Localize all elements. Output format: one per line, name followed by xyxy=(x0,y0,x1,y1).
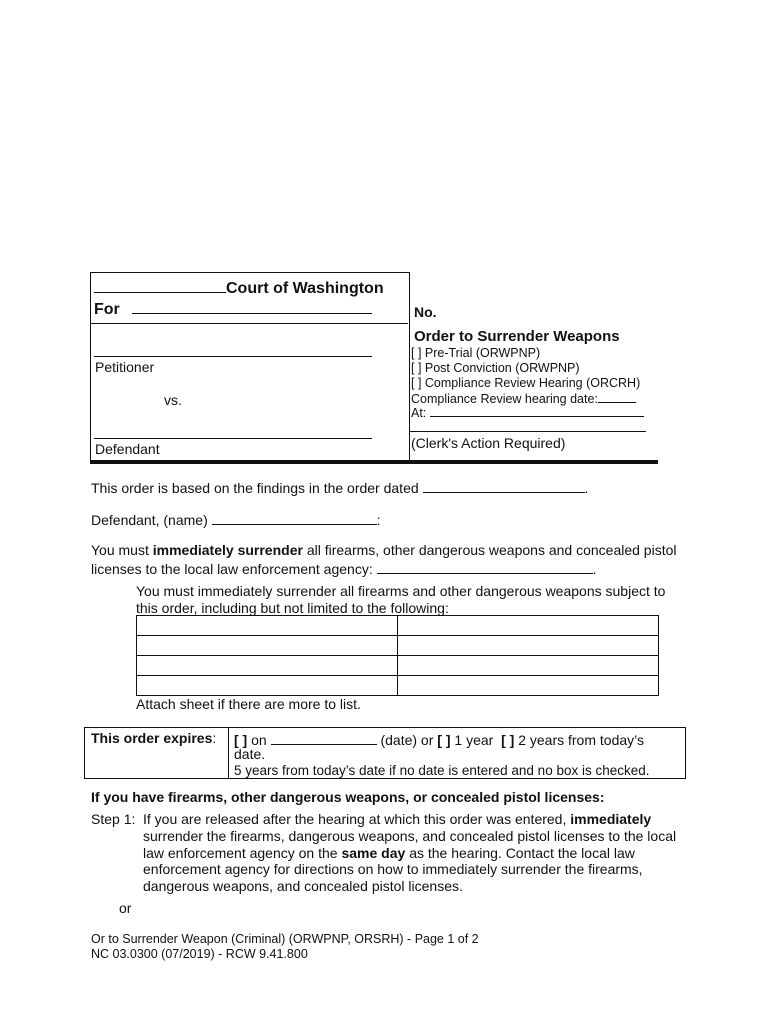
footer-line-1: Or to Surrender Weapon (Criminal) (ORWPNP, ORSRH) - Page 1 of 2 xyxy=(91,932,479,946)
for-label: For xyxy=(94,301,120,318)
findings-text: This order is based on the findings in the order dated xyxy=(91,480,419,496)
petitioner-label: Petitioner xyxy=(95,359,155,375)
defendant-line[interactable] xyxy=(94,438,372,439)
table-cell[interactable] xyxy=(398,636,659,656)
defendant-label: Defendant xyxy=(95,441,160,457)
table-row xyxy=(137,616,659,636)
expires-2yr-checkbox[interactable]: [ ] xyxy=(501,732,515,748)
weapons-table xyxy=(136,615,659,696)
footer-line-2: NC 03.0300 (07/2019) - RCW 9.41.800 xyxy=(91,947,308,961)
surrender-line2-text: licenses to the local law enforcement agency: xyxy=(91,561,373,577)
at-field[interactable] xyxy=(430,405,644,417)
review-date-field[interactable] xyxy=(598,391,636,403)
court-name: Court of Washington xyxy=(226,280,384,297)
table-cell[interactable] xyxy=(398,616,659,636)
table-cell[interactable] xyxy=(398,676,659,696)
if-you-have-heading: If you have firearms, other dangerous weapons, or concealed pistol licenses: xyxy=(91,789,605,805)
at-label: At: xyxy=(411,406,427,420)
table-cell[interactable] xyxy=(137,616,398,636)
surrender-intro-2: all firearms, other dangerous weapons and concealed pistol xyxy=(306,542,677,558)
expires-options-row xyxy=(234,730,644,748)
expires-1yr-checkbox[interactable]: [ ] xyxy=(437,732,451,748)
step1-label: Step 1: xyxy=(91,811,136,827)
case-no-label: No. xyxy=(414,304,437,320)
at-row xyxy=(411,405,644,420)
weapons-para-1: You must immediately surrender all firearms and other dangerous weapons subject to xyxy=(136,583,666,599)
option-compliance-review[interactable]: [ ] Compliance Review Hearing (ORCRH) xyxy=(411,376,641,390)
review-date-label: Compliance Review hearing date: xyxy=(411,392,598,406)
table-cell[interactable] xyxy=(137,676,398,696)
weapons-para-2: this order, including but not limited to the following: xyxy=(136,600,449,616)
attach-note: Attach sheet if there are more to list. xyxy=(136,696,361,712)
table-row xyxy=(137,636,659,656)
defendant-name-field[interactable] xyxy=(212,510,377,525)
caption-divider xyxy=(90,323,408,324)
expires-1yr: 1 year xyxy=(454,732,494,748)
table-cell[interactable] xyxy=(398,656,659,676)
agency-field[interactable] xyxy=(377,559,593,574)
petitioner-line[interactable] xyxy=(94,356,372,357)
expires-date-word: date. xyxy=(234,746,266,762)
expires-label: This order expires xyxy=(91,730,213,746)
surrender-bold: immediately surrender xyxy=(152,542,303,558)
option-post-conviction[interactable]: [ ] Post Conviction (ORWPNP) xyxy=(411,361,580,375)
step1-line5: dangerous weapons, and concealed pistol licenses. xyxy=(143,878,463,894)
step1-line3 xyxy=(143,845,635,861)
court-blank-line[interactable] xyxy=(94,278,226,293)
or-word: or xyxy=(119,900,132,916)
at-field-line2[interactable] xyxy=(410,431,646,432)
table-row xyxy=(137,656,659,676)
step1-line2: surrender the firearms, dangerous weapons, and concealed pistol licenses to the local xyxy=(143,828,677,844)
surrender-line-1 xyxy=(91,542,676,558)
expires-2yr: 2 years from today’s xyxy=(518,732,644,748)
for-blank-line[interactable] xyxy=(132,299,372,314)
review-date-row xyxy=(411,391,636,406)
step1-line3-c: as the hearing. Contact the local law xyxy=(409,845,635,861)
surrender-intro-1: You must xyxy=(91,542,149,558)
findings-date-field[interactable] xyxy=(423,478,585,493)
table-row xyxy=(137,676,659,696)
expires-on: on xyxy=(251,732,267,748)
expires-default: 5 years from today’s date if no date is entered and no box is checked. xyxy=(234,763,650,778)
table-cell[interactable] xyxy=(137,636,398,656)
expires-date-or: (date) or xyxy=(380,732,434,748)
vs-label: vs. xyxy=(164,392,182,408)
findings-row: This order is based on the findings in the order dated . xyxy=(91,480,589,496)
defendant-name-row: Defendant, (name) : xyxy=(91,512,381,528)
table-cell[interactable] xyxy=(137,656,398,676)
step1-line1-a: If you are released after the hearing at which this order was entered, xyxy=(143,811,567,827)
defendant-name-label: Defendant, (name) xyxy=(91,512,208,528)
step1-line3-a: law enforcement agency on the xyxy=(143,845,338,861)
document-title: Order to Surrender Weapons xyxy=(414,328,620,345)
expires-date-field[interactable] xyxy=(271,730,377,745)
court-title-row xyxy=(94,278,384,298)
clerk-note: (Clerk's Action Required) xyxy=(411,435,566,451)
step1-line1-b: immediately xyxy=(570,811,652,827)
expires-separator xyxy=(228,727,229,778)
expires-date-checkbox[interactable]: [ ] xyxy=(234,732,248,748)
step1-line3-b: same day xyxy=(341,845,406,861)
caption-bottom-rule xyxy=(90,460,658,464)
step1-line1 xyxy=(143,811,651,827)
option-pretrial[interactable]: [ ] Pre-Trial (ORWPNP) xyxy=(411,346,541,360)
surrender-line-2: licenses to the local law enforcement agency: . xyxy=(91,561,597,577)
expires-label-row: This order expires: xyxy=(91,730,217,746)
for-row xyxy=(94,299,372,319)
step1-line4: enforcement agency for directions on how to immediately surrender the firearms, xyxy=(143,861,643,877)
